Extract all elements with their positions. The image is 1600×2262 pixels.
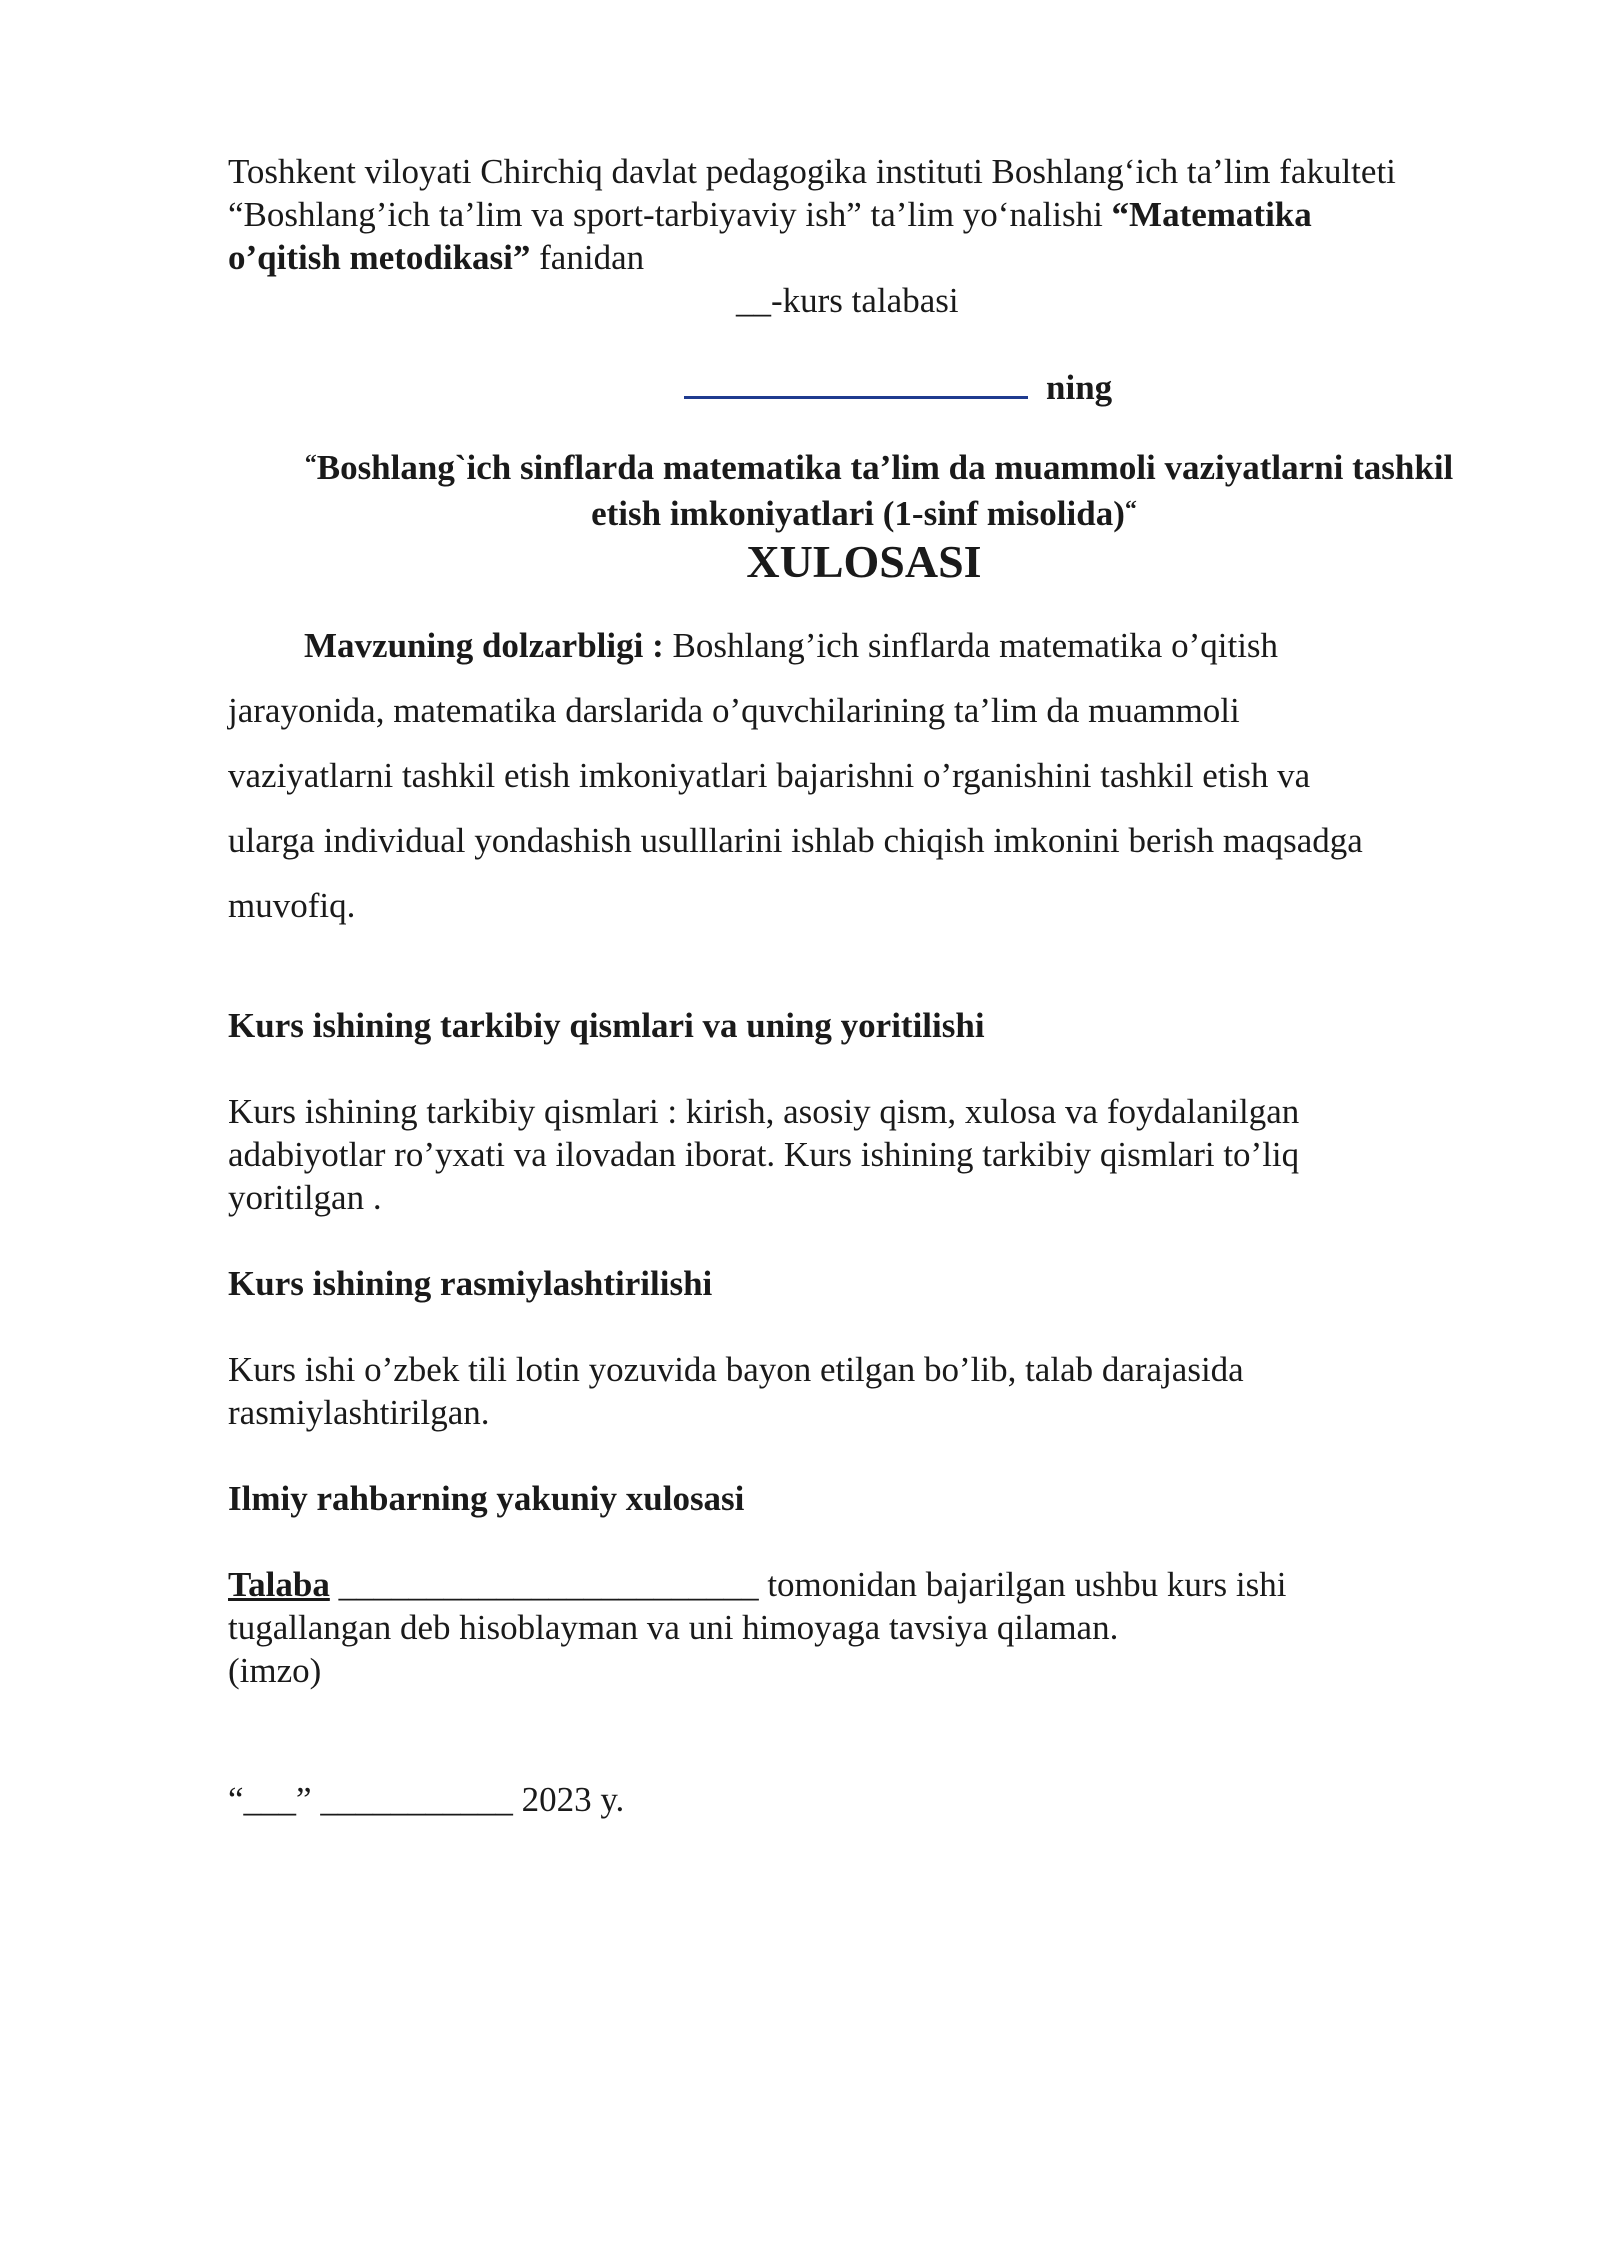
section-conclusion-heading: Ilmiy rahbarning yakuniy xulosasi (228, 1479, 745, 1518)
header-subject-line (228, 236, 1500, 279)
structure-line-3: yoritilgan . (228, 1178, 382, 1217)
section-structure-text (228, 1090, 1500, 1219)
topic-line-1 (228, 443, 1500, 489)
section-structure-heading: Kurs ishining tarkibiy qismlari va uning yoritilishi (228, 1006, 985, 1045)
talaba-name-blank[interactable]: ________________________ (329, 1565, 759, 1604)
relevance-line-5: muvofiq. (228, 886, 356, 925)
document-title: XULOSASI (746, 536, 982, 587)
formatting-line-2: rasmiylashtirilgan. (228, 1393, 490, 1432)
course-student-line: __-kurs talabasi (736, 281, 959, 320)
relevance-text-1: Boshlang’ich sinflarda matematika o’qitish (663, 626, 1279, 665)
topic-title (228, 443, 1500, 535)
section-formatting-text (228, 1348, 1500, 1434)
talaba-label: Talaba (228, 1565, 330, 1604)
subject-name-start: “Matematika (1111, 195, 1312, 234)
topic-close-quote: “ (1124, 497, 1137, 523)
signature-label: (imzo) (228, 1651, 322, 1690)
student-name-blank[interactable] (684, 372, 1028, 399)
relevance-line-1 (228, 613, 1500, 678)
student-name-line (228, 366, 1500, 409)
conclusion-line-1 (228, 1563, 1500, 1606)
relevance-label: Mavzuning dolzarbligi : (304, 626, 664, 665)
topic-text-1: Boshlang`ich sinflarda matematika ta’lim da muammoli vaziyatlarni tashkil (316, 448, 1454, 487)
conclusion-line-2: tugallangan deb hisoblayman va uni himoyaga tavsiya qilaman. (228, 1608, 1119, 1647)
structure-line-1: Kurs ishining tarkibiy qismlari : kirish, asosiy qism, xulosa va foydalanilgan (228, 1092, 1300, 1131)
topic-open-quote: “ (304, 451, 317, 477)
relevance-line-3: vaziyatlarni tashkil etish imkoniyatlari bajarishni o’rganishini tashkil etish va (228, 756, 1311, 795)
section-conclusion-text (228, 1563, 1500, 1692)
topic-text-2: etish imkoniyatlari (1-sinf misolida) (591, 494, 1125, 533)
ning-suffix: ning (1046, 368, 1113, 407)
relevance-line-4: ularga individual yondashish usulllarini ishlab chiqish imkonini berish maqsadga (228, 821, 1363, 860)
direction-text: “Boshlang’ich ta’lim va sport-tarbiyaviy ish” ta’lim yo‘nalishi (228, 195, 1112, 234)
conclusion-text-1: tomonidan bajarilgan ushbu kurs ishi (758, 1565, 1287, 1604)
header-institute-line: Toshkent viloyati Chirchiq davlat pedagogika instituti Boshlang‘ich ta’lim fakulteti (228, 152, 1396, 191)
date-line[interactable]: “___” ___________ 2023 y. (228, 1780, 625, 1819)
structure-line-2: adabiyotlar ro’yxati va ilovadan iborat. Kurs ishining tarkibiy qismlari to’liq (228, 1135, 1300, 1174)
document-page (228, 150, 1500, 1821)
subject-suffix: fanidan (530, 238, 645, 277)
subject-name-end: o’qitish metodikasi” (228, 238, 531, 277)
relevance-paragraph (228, 613, 1500, 938)
relevance-line-2: jarayonida, matematika darslarida o’quvchilarining ta’lim da muammoli (228, 691, 1240, 730)
section-formatting-heading: Kurs ishining rasmiylashtirilishi (228, 1264, 713, 1303)
topic-line-2 (228, 489, 1500, 535)
header-direction-line (228, 193, 1500, 236)
formatting-line-1: Kurs ishi o’zbek tili lotin yozuvida bayon etilgan bo’lib, talab darajasida (228, 1350, 1244, 1389)
